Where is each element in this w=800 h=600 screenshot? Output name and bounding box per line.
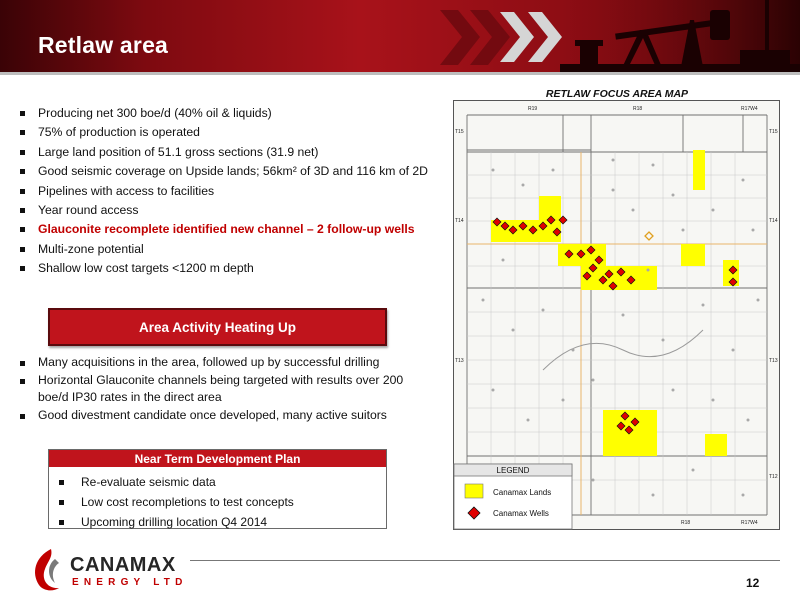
list-item: [59, 492, 386, 512]
list-item: [20, 104, 428, 123]
activity-banner: Area Activity Heating Up: [48, 308, 387, 346]
bullet-text: Large land position of 51.1 gross sections (31.9 net): [38, 144, 319, 159]
list-item: [20, 372, 420, 407]
legend-lands-label: Canamax Lands: [493, 488, 552, 497]
page-number: 12: [746, 576, 760, 590]
bullet-text: Horizontal Glauconite channels being targeted with results over 200 boe/d IP30 rates in the direct area: [38, 372, 404, 404]
township-label: T13: [769, 358, 778, 364]
range-label: R17W4: [741, 520, 758, 526]
bullet-text: 75% of production is operated: [38, 125, 200, 140]
map-legend: [454, 464, 572, 529]
township-label: T14: [769, 218, 778, 224]
list-item: [20, 143, 428, 162]
bullet-square-icon: [20, 379, 25, 384]
list-item: [20, 259, 428, 278]
bullet-text: Good seismic coverage on Upside lands; 56km² of 3D and 116 km of 2D: [38, 164, 428, 179]
bullet-square-icon: [59, 480, 64, 485]
company-logo-wordmark: CANAMAX: [70, 554, 176, 576]
plan-item-text: Re-evaluate seismic data: [81, 475, 216, 489]
plan-item-text: Upcoming drilling location Q4 2014: [81, 515, 268, 529]
bullet-square-icon: [20, 247, 25, 252]
bullet-square-icon: [59, 500, 64, 505]
canamax-flame-logo-icon: [25, 545, 70, 593]
activity-points-list: [20, 354, 420, 424]
township-label: T15: [769, 129, 778, 135]
range-label: R18: [681, 520, 691, 526]
pumpjack-silhouette-image: [560, 0, 800, 72]
bullet-text: Shallow low cost targets <1200 m depth: [38, 261, 254, 276]
bullet-square-icon: [20, 208, 25, 213]
lands-swatch-icon: [465, 484, 483, 498]
chevron-arrows-decoration: [440, 10, 570, 65]
footer-divider: [190, 560, 780, 561]
list-item: [20, 123, 428, 142]
bullet-square-icon: [20, 414, 25, 419]
header-banner: [0, 0, 800, 72]
bullet-text: Glauconite recomplete identified new channel – 2 follow-up wells: [38, 222, 415, 237]
bullet-square-icon: [20, 227, 25, 232]
bullet-square-icon: [20, 361, 25, 366]
bullet-text: Pipelines with access to facilities: [38, 183, 215, 198]
township-label: T12: [769, 474, 778, 480]
plan-list: [59, 472, 386, 532]
range-label: R19: [528, 106, 538, 112]
range-label: R17W4: [741, 106, 758, 112]
list-item: [20, 354, 420, 372]
legend-wells-label: Canamax Wells: [493, 509, 549, 518]
bullet-square-icon: [20, 266, 25, 271]
bullet-square-icon: [20, 189, 25, 194]
bullet-text: Producing net 300 boe/d (40% oil & liquids): [38, 106, 272, 120]
list-item: [20, 407, 420, 425]
bullet-text: Good divestment candidate once developed, many active suitors: [38, 407, 387, 422]
plan-item-text: Low cost recompletions to test concepts: [81, 495, 294, 509]
bullet-text: Multi-zone potential: [38, 241, 144, 256]
page-title: Retlaw area: [38, 32, 169, 58]
bullet-square-icon: [20, 111, 25, 116]
development-plan-box: [48, 449, 387, 529]
list-item: [59, 512, 386, 532]
legend-title: LEGEND: [496, 466, 530, 475]
bullet-square-icon: [20, 130, 25, 135]
focus-area-map: [453, 100, 780, 530]
list-item: [20, 201, 428, 220]
list-item: [20, 162, 428, 181]
township-label: T14: [455, 218, 464, 224]
bullet-text: Year round access: [38, 203, 139, 218]
company-logo-subtitle: ENERGY LTD: [72, 577, 188, 588]
key-points-list: [20, 104, 428, 279]
header-divider: [0, 72, 800, 75]
list-item: [20, 182, 428, 201]
township-label: T15: [455, 129, 464, 135]
township-label: T13: [455, 358, 464, 364]
plan-title: Near Term Development Plan: [49, 450, 386, 467]
range-label: R18: [633, 106, 643, 112]
bullet-text: Many acquisitions in the area, followed up by successful drilling: [38, 355, 380, 369]
list-item: [20, 240, 428, 259]
bullet-square-icon: [20, 150, 25, 155]
list-item: [59, 472, 386, 492]
bullet-square-icon: [59, 520, 64, 525]
bullet-square-icon: [20, 169, 25, 174]
map-title: RETLAW FOCUS AREA MAP: [545, 88, 689, 100]
list-item-highlighted: [20, 220, 428, 239]
